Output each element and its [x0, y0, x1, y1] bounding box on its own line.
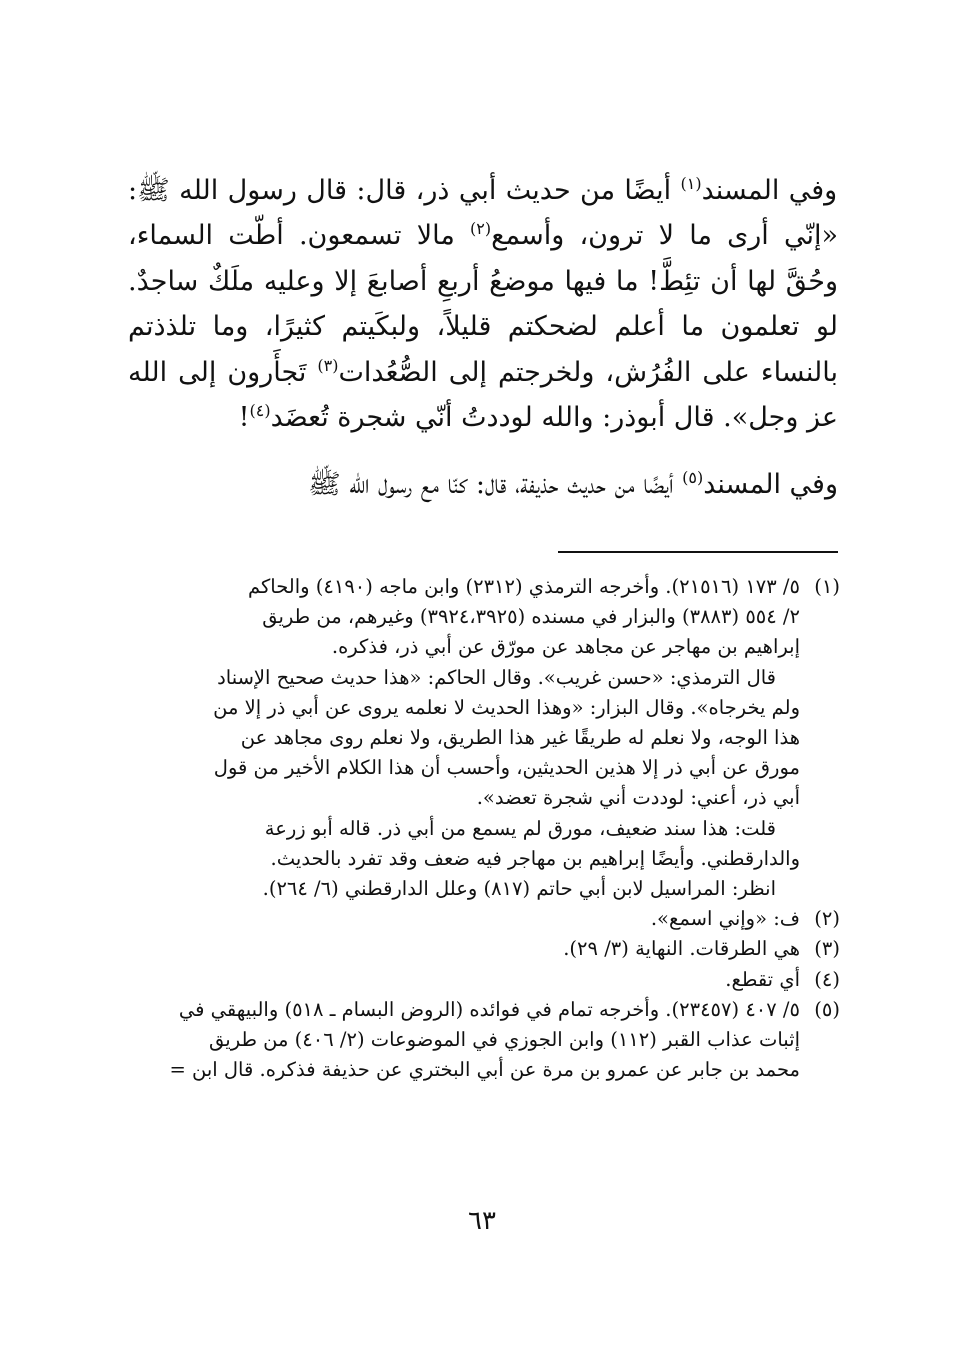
text-line: أن تئِطَّ! ما فيها موضعُ أربعِ أصابعَ إلا وعليه ملَكٌ ساجدٌ. لو تعلمون ما — [128, 265, 838, 343]
footnote-number: (٣) — [814, 937, 840, 961]
footnote-2 — [128, 904, 840, 934]
footnote-body — [128, 904, 800, 934]
footnote-separator — [558, 551, 838, 553]
footnote-3 — [128, 934, 840, 964]
footnote-line: أبي ذر، أعني: لوددت أني شجرة تعضد». — [476, 786, 800, 810]
footnote-body — [128, 995, 800, 1086]
footnote-line: إثبات عذاب القبر (١١٢) وابن الجوزي في الموضوعات (٢/ ٤٠٦) من طريق — [209, 1028, 800, 1052]
footnote-ref[interactable]: (٤) — [249, 401, 271, 421]
footnote-line: قلت: هذا سند ضعيف، مورق لم يسمع من أبي ذر. قاله أبو زرعة — [264, 816, 776, 840]
footnote-line: ٥/ ١٧٣ (٢١٥١٦). وأخرجه الترمذي (٢٣١٢) وابن ماجه (٤١٩٠) والحاكم — [248, 575, 800, 598]
footnote-line: والدارقطني. وأيضًا إبراهيم بن مهاجر فيه ضعف وقد تفرد بالحديث. — [270, 846, 800, 870]
footnote-line: ٢/ ٥٥٤ (٣٨٨٣) والبزار في مسنده (٣٩٢٤،٣٩٢٥) وغيرهم، من طريق — [262, 605, 800, 629]
footnote-ref[interactable]: (٣) — [317, 355, 339, 375]
footnote-1 — [128, 572, 840, 904]
footnotes — [128, 572, 840, 1085]
footnote-number: (٥) — [814, 997, 840, 1021]
footnote-line: ولم يخرجاه». وقال البزار: «وهذا الحديث لا نعلمه يروى عن أبي ذر إلا من — [213, 695, 800, 719]
text-line: وفي المسند$^{(١)}$ أيضًا من حديث أبي ذر، قال: قال رسول الله ﷺ: — [128, 174, 838, 206]
footnote-5 — [128, 995, 840, 1086]
footnote-number: (١) — [814, 575, 840, 598]
footnote-number: (٢) — [814, 907, 840, 931]
footnote-line: إبراهيم بن مهاجر عن مجاهد عن مورّق عن أبي ذر، فذكره. — [331, 635, 800, 659]
footnote-line: أي تقطع. — [725, 967, 800, 991]
paragraph-2 — [128, 462, 838, 507]
footnote-ref[interactable]: (٥) — [682, 468, 704, 488]
footnote-line: محمد بن جابر عن عمرو بن مرة عن أبي البختري عن حذيفة فذكره. قال ابن = — [169, 1058, 800, 1082]
footnote-line: هي الطرقات. النهاية (٣/ ٢٩). — [563, 937, 800, 961]
text-line: وفي المسند$^{(٥)}$ أيضًا من حديث حذيفة، قال: كنّا مع رسول الله ﷺ — [308, 468, 838, 501]
footnote-line: قال الترمذي: «حسن غريب». وقال الحاكم: «هذا حديث صحيح الإسناد — [217, 665, 776, 689]
footnote-body — [128, 572, 800, 904]
main-text — [128, 168, 838, 508]
paragraph-1 — [128, 168, 838, 440]
footnote-ref[interactable]: (٢) — [470, 219, 492, 239]
text-line: أعلم لضحكتم قليلاً، ولبكَيتم كثيرًا، وما تلذذتم بالنساء على الفُرُش، — [128, 311, 838, 388]
footnote-number: (٤) — [814, 967, 840, 991]
footnote-body — [128, 965, 800, 995]
footnote-ref[interactable]: (١) — [680, 174, 702, 193]
footnote-line: ٥/ ٤٠٧ (٢٣٤٥٧). وأخرجه تمام في فوائده (الروض البسام ـ ٥١٨) والبيهقي في — [178, 997, 800, 1021]
page-number: ٦٣ — [468, 1206, 496, 1236]
text-line: ولخرجتم إلى الصُّعُدات$^{(٣)}$ تَجأَرون إلى الله عز وجل». قال أبوذر: والله — [128, 355, 838, 434]
footnote-line: ف: «وإني اسمع». — [650, 907, 800, 931]
footnote-line: مورق عن أبي ذر إلا هذين الحديثين، وأحسب أن هذا الكلام الأخير من قول — [213, 756, 800, 780]
footnote-line: انظر: المراسيل لابن أبي حاتم (٨١٧) وعلل الدارقطني (٦/ ٢٦٤). — [262, 877, 776, 901]
footnote-4 — [128, 965, 840, 995]
text-line: لوددتُ أنّي شجرة تُعضَد$^{(٤)}$! — [238, 401, 533, 434]
footnote-line: هذا الوجه، ولا نعلم له طريقًا غير هذا الطريق، ولا نعلم روى مجاهد عن — [240, 726, 800, 750]
text-line: «إنّي أرى ما لا ترون، وأسمع$^{(٢)}$ مالا تسمعون. أطّت السماء، وحُقَّ لها — [128, 219, 838, 297]
footnote-body — [128, 934, 800, 964]
